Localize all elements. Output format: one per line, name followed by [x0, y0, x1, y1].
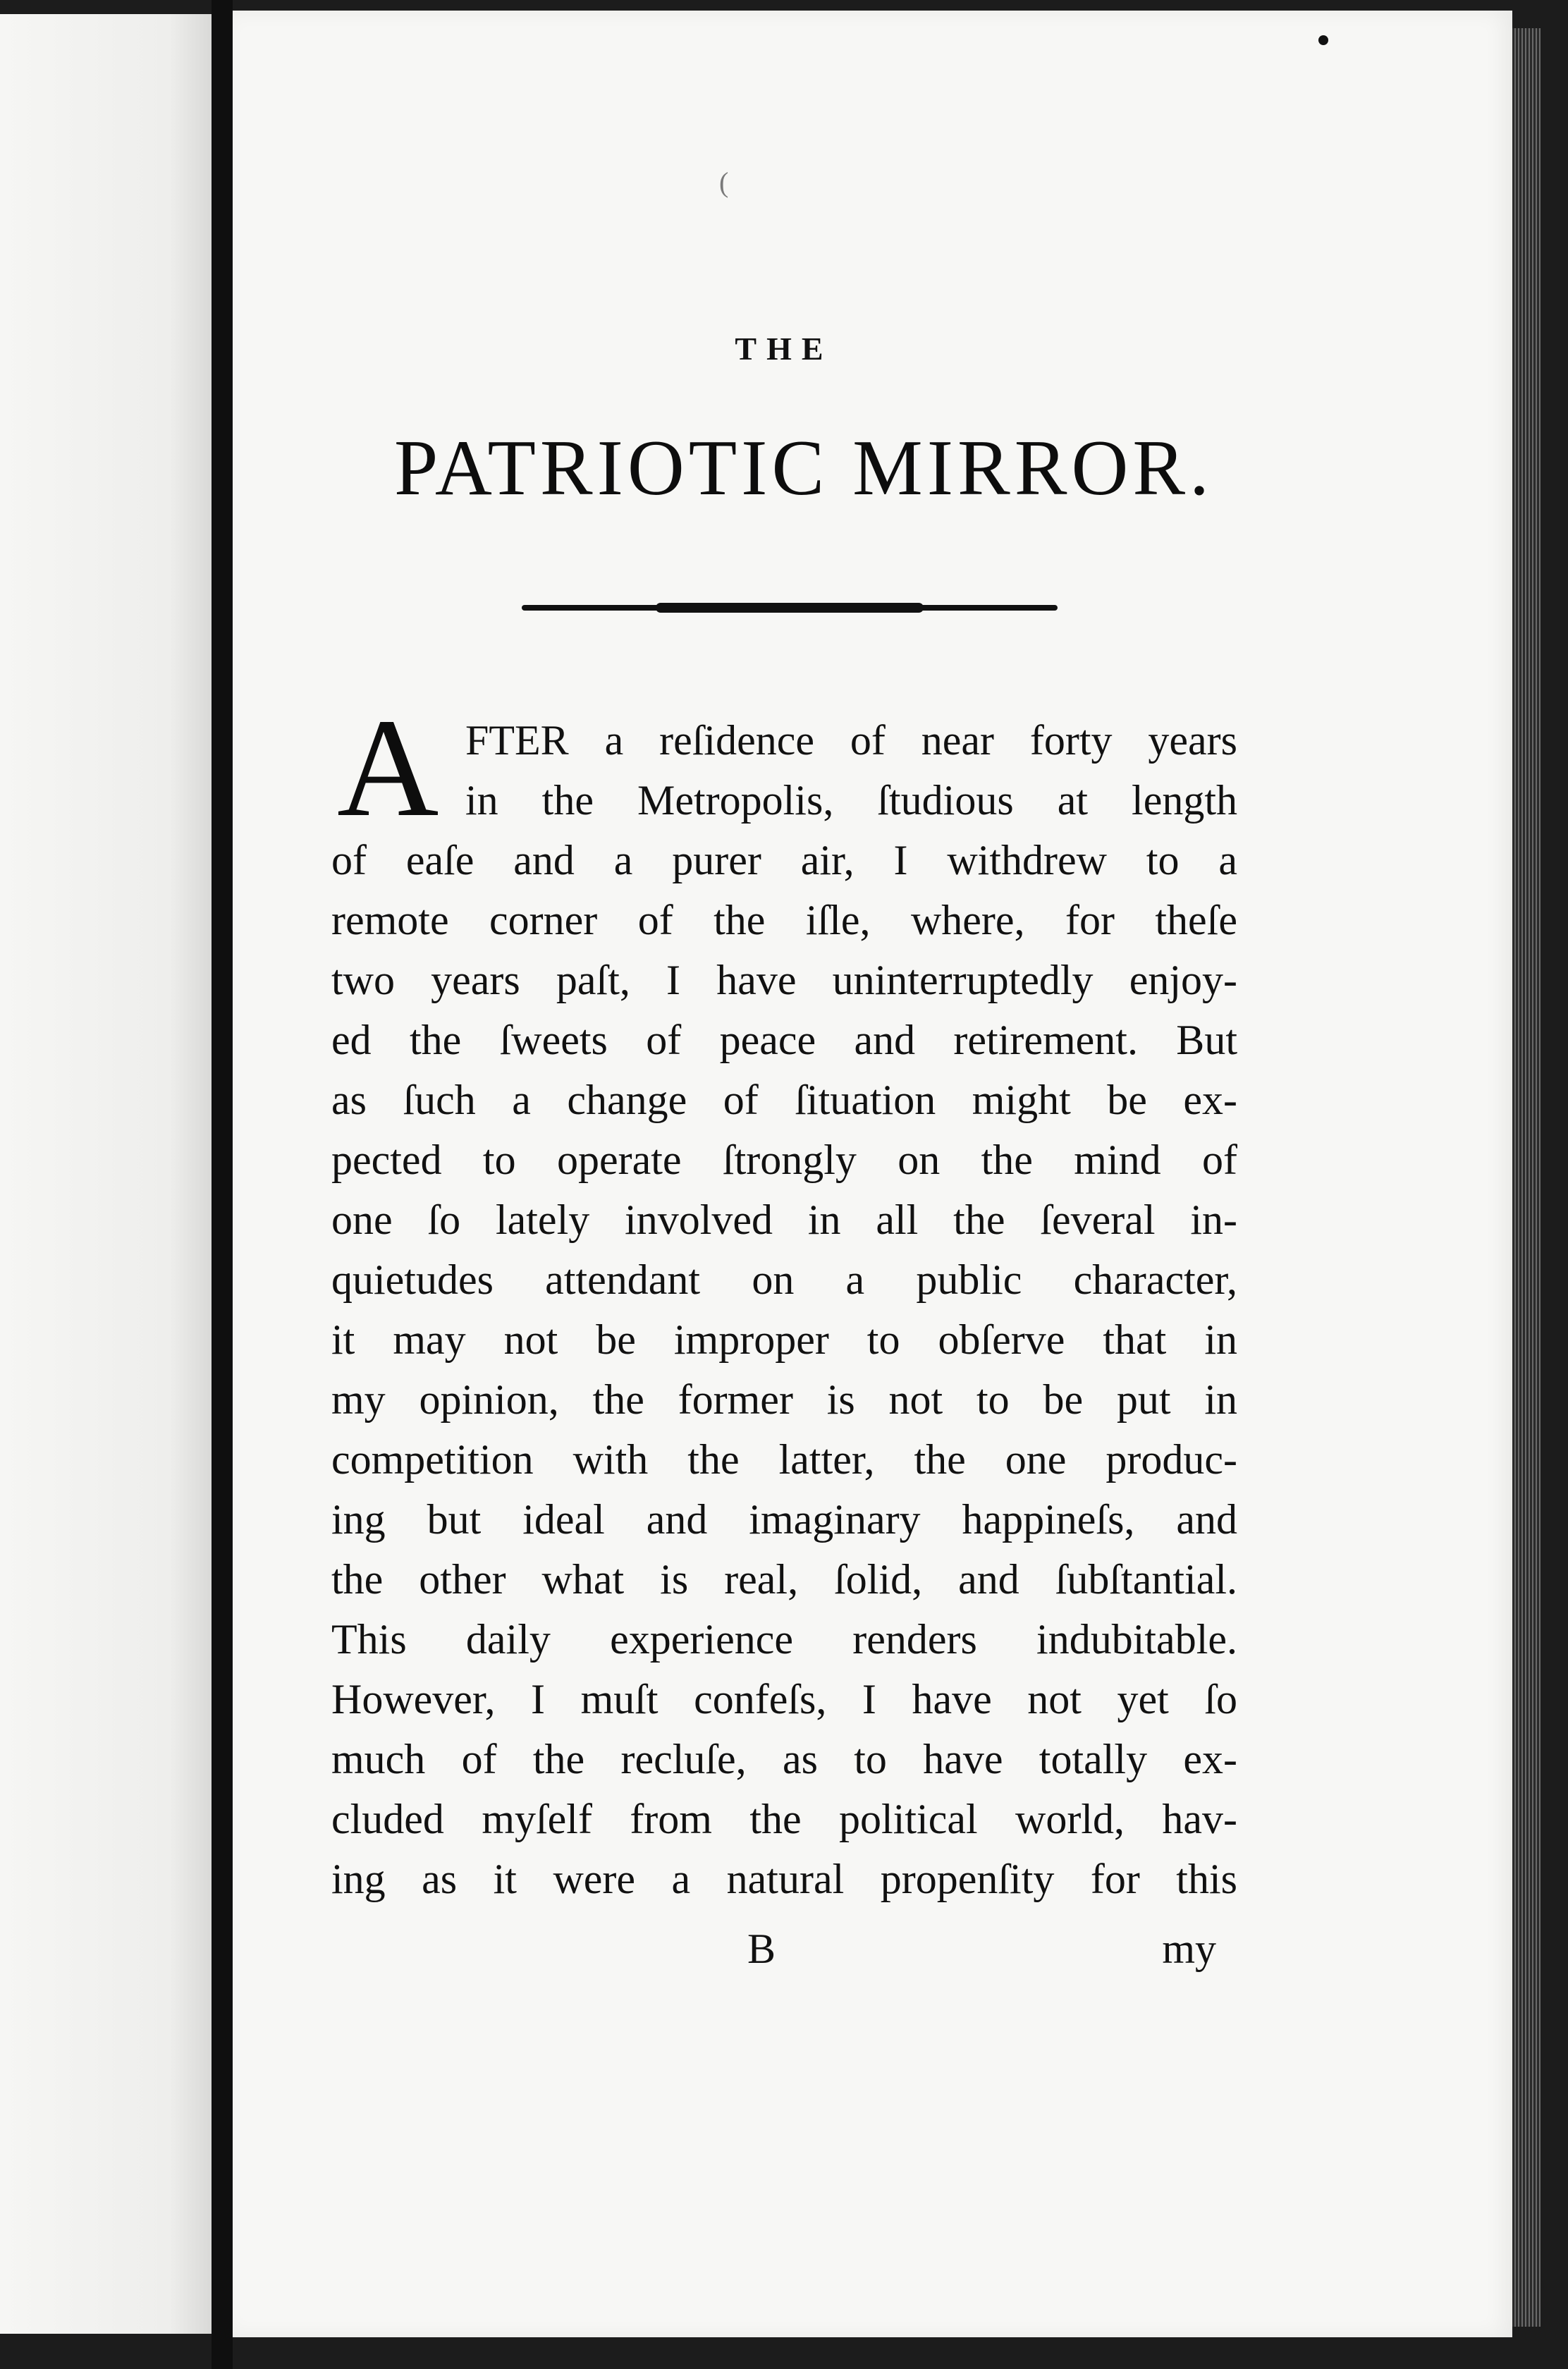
drop-cap: A [337, 690, 439, 846]
page-footer [747, 1925, 1216, 1988]
text-line: as ſuch a change of ſituation might be ex- [331, 1077, 1237, 1123]
text-line: ed the ſweets of peace and retirement. But [331, 1017, 1237, 1063]
text-line: of eaſe and a purer air, I withdrew to a [331, 837, 1237, 883]
text-line: much of the recluſe, as to have totally ex- [331, 1736, 1237, 1782]
text-line: quietudes attendant on a public character, [331, 1256, 1237, 1303]
text-line: ing but ideal and imaginary happineſs, and [331, 1496, 1237, 1543]
text-line: two years paſt, I have uninterruptedly enjoy- [331, 957, 1237, 1003]
text-line: pected to operate ſtrongly on the mind of [331, 1137, 1237, 1183]
running-mark: ( [719, 166, 729, 198]
text-line: my opinion, the former is not to be put in [331, 1376, 1237, 1423]
ink-speck [1318, 35, 1328, 45]
text-line: the other what is real, ſolid, and ſubſtantial. [331, 1556, 1237, 1603]
text-line: FTER a reſidence of near forty years [465, 717, 1237, 764]
text-line: in the Metropolis, ſtudious at length [465, 777, 1237, 824]
catchword: my [1162, 1926, 1216, 1972]
page-title: PATRIOTIC MIRROR. [393, 424, 1214, 512]
text-line: cluded myſelf from the political world, hav- [331, 1796, 1237, 1842]
text-line: ing as it were a natural propenſity for this [331, 1856, 1237, 1902]
text-line: competition with the latter, the one produc- [331, 1436, 1237, 1483]
heading-the: THE [735, 331, 833, 367]
text-line: remote corner of the iſle, where, for theſe [331, 897, 1237, 943]
text-line: it may not be improper to obſerve that in [331, 1316, 1237, 1363]
text-line: one ſo lately involved in all the ſeveral in- [331, 1196, 1237, 1243]
body-text [331, 690, 1237, 1909]
page-edges [1512, 28, 1541, 2327]
signature-mark: B [747, 1926, 776, 1972]
text-line: However, I muſt confeſs, I have not yet ſo [331, 1676, 1237, 1722]
title-rule [522, 605, 1058, 611]
text-line: This daily experience renders indubitable. [331, 1616, 1237, 1663]
